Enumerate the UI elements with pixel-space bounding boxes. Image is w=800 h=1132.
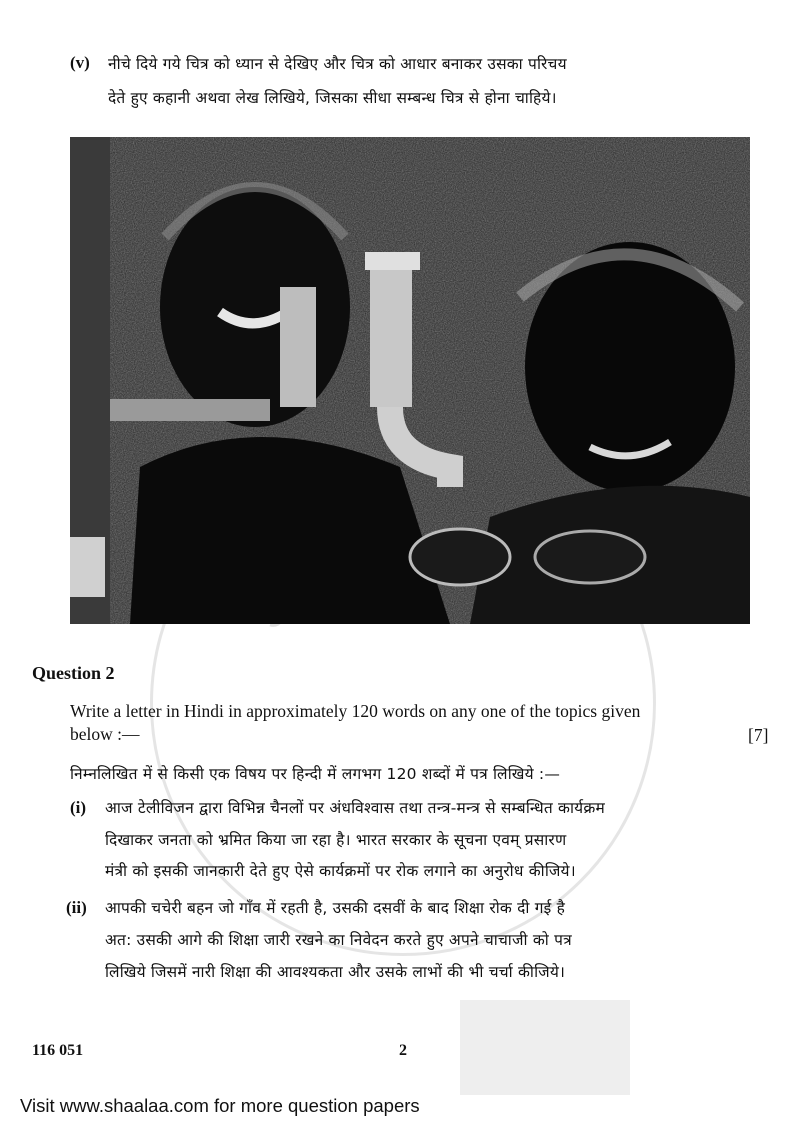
- part-v-line-1: नीचे दिये गये चित्र को ध्यान से देखिए और चित्र को आधार बनाकर उसका परिचय: [108, 55, 567, 73]
- part-v-line-2: देते हुए कहानी अथवा लेख लिखिये, जिसका सीधा सम्बन्ध चित्र से होना चाहिये।: [108, 89, 557, 107]
- option-i-line-3: मंत्री को इसकी जानकारी देते हुए ऐसे कार्यक्रमों पर रोक लगाने का अनुरोध कीजिये।: [105, 862, 576, 880]
- option-i-line-1: आज टेलीविजन द्वारा विभिन्न चैनलों पर अंधविश्वास तथा तन्त्र-मन्त्र से सम्बन्धित कार्यक्रम: [105, 799, 605, 817]
- option-ii-line-2: अत: उसकी आगे की शिक्षा जारी रखने का निवेदन करते हुए अपने चाचाजी को पत्र: [105, 931, 572, 949]
- hindi-instruction: निम्नलिखित में से किसी एक विषय पर हिन्दी में लगभग 120 शब्दों में पत्र लिखिये :—: [70, 765, 561, 783]
- photo-illustration: [70, 137, 750, 624]
- question-2-english-line-1: [70, 700, 640, 722]
- question-2-heading: Question 2: [32, 663, 115, 683]
- english-instruction-text: Write a letter in Hindi in approximately 120 words on any one of the topics given: [70, 701, 641, 721]
- part-v-marker: (v): [70, 53, 90, 72]
- question-photograph: [70, 137, 750, 624]
- option-ii-line-3: लिखिये जिसमें नारी शिक्षा की आवश्यकता और उसके लाभों की भी चर्चा कीजिये।: [105, 963, 566, 981]
- option-ii-line-1: आपकी चचेरी बहन जो गाँव में रहती है, उसकी दसवीं के बाद शिक्षा रोक दी गई है: [105, 899, 566, 917]
- option-ii-marker: (ii): [66, 898, 87, 917]
- page-number: 2: [399, 1042, 407, 1059]
- scan-artifact-box: [460, 1000, 630, 1095]
- shaalaa-banner[interactable]: Visit www.shaalaa.com for more question papers: [20, 1095, 420, 1116]
- marks-badge: [7]: [748, 725, 769, 745]
- option-i-marker: (i): [70, 798, 87, 817]
- option-i-line-2: दिखाकर जनता को भ्रमित किया जा रहा है। भारत सरकार के सूचना एवम् प्रसारण: [105, 831, 567, 849]
- question-2-english-line-2: below :—: [70, 724, 140, 744]
- paper-code: 116 051: [32, 1042, 84, 1059]
